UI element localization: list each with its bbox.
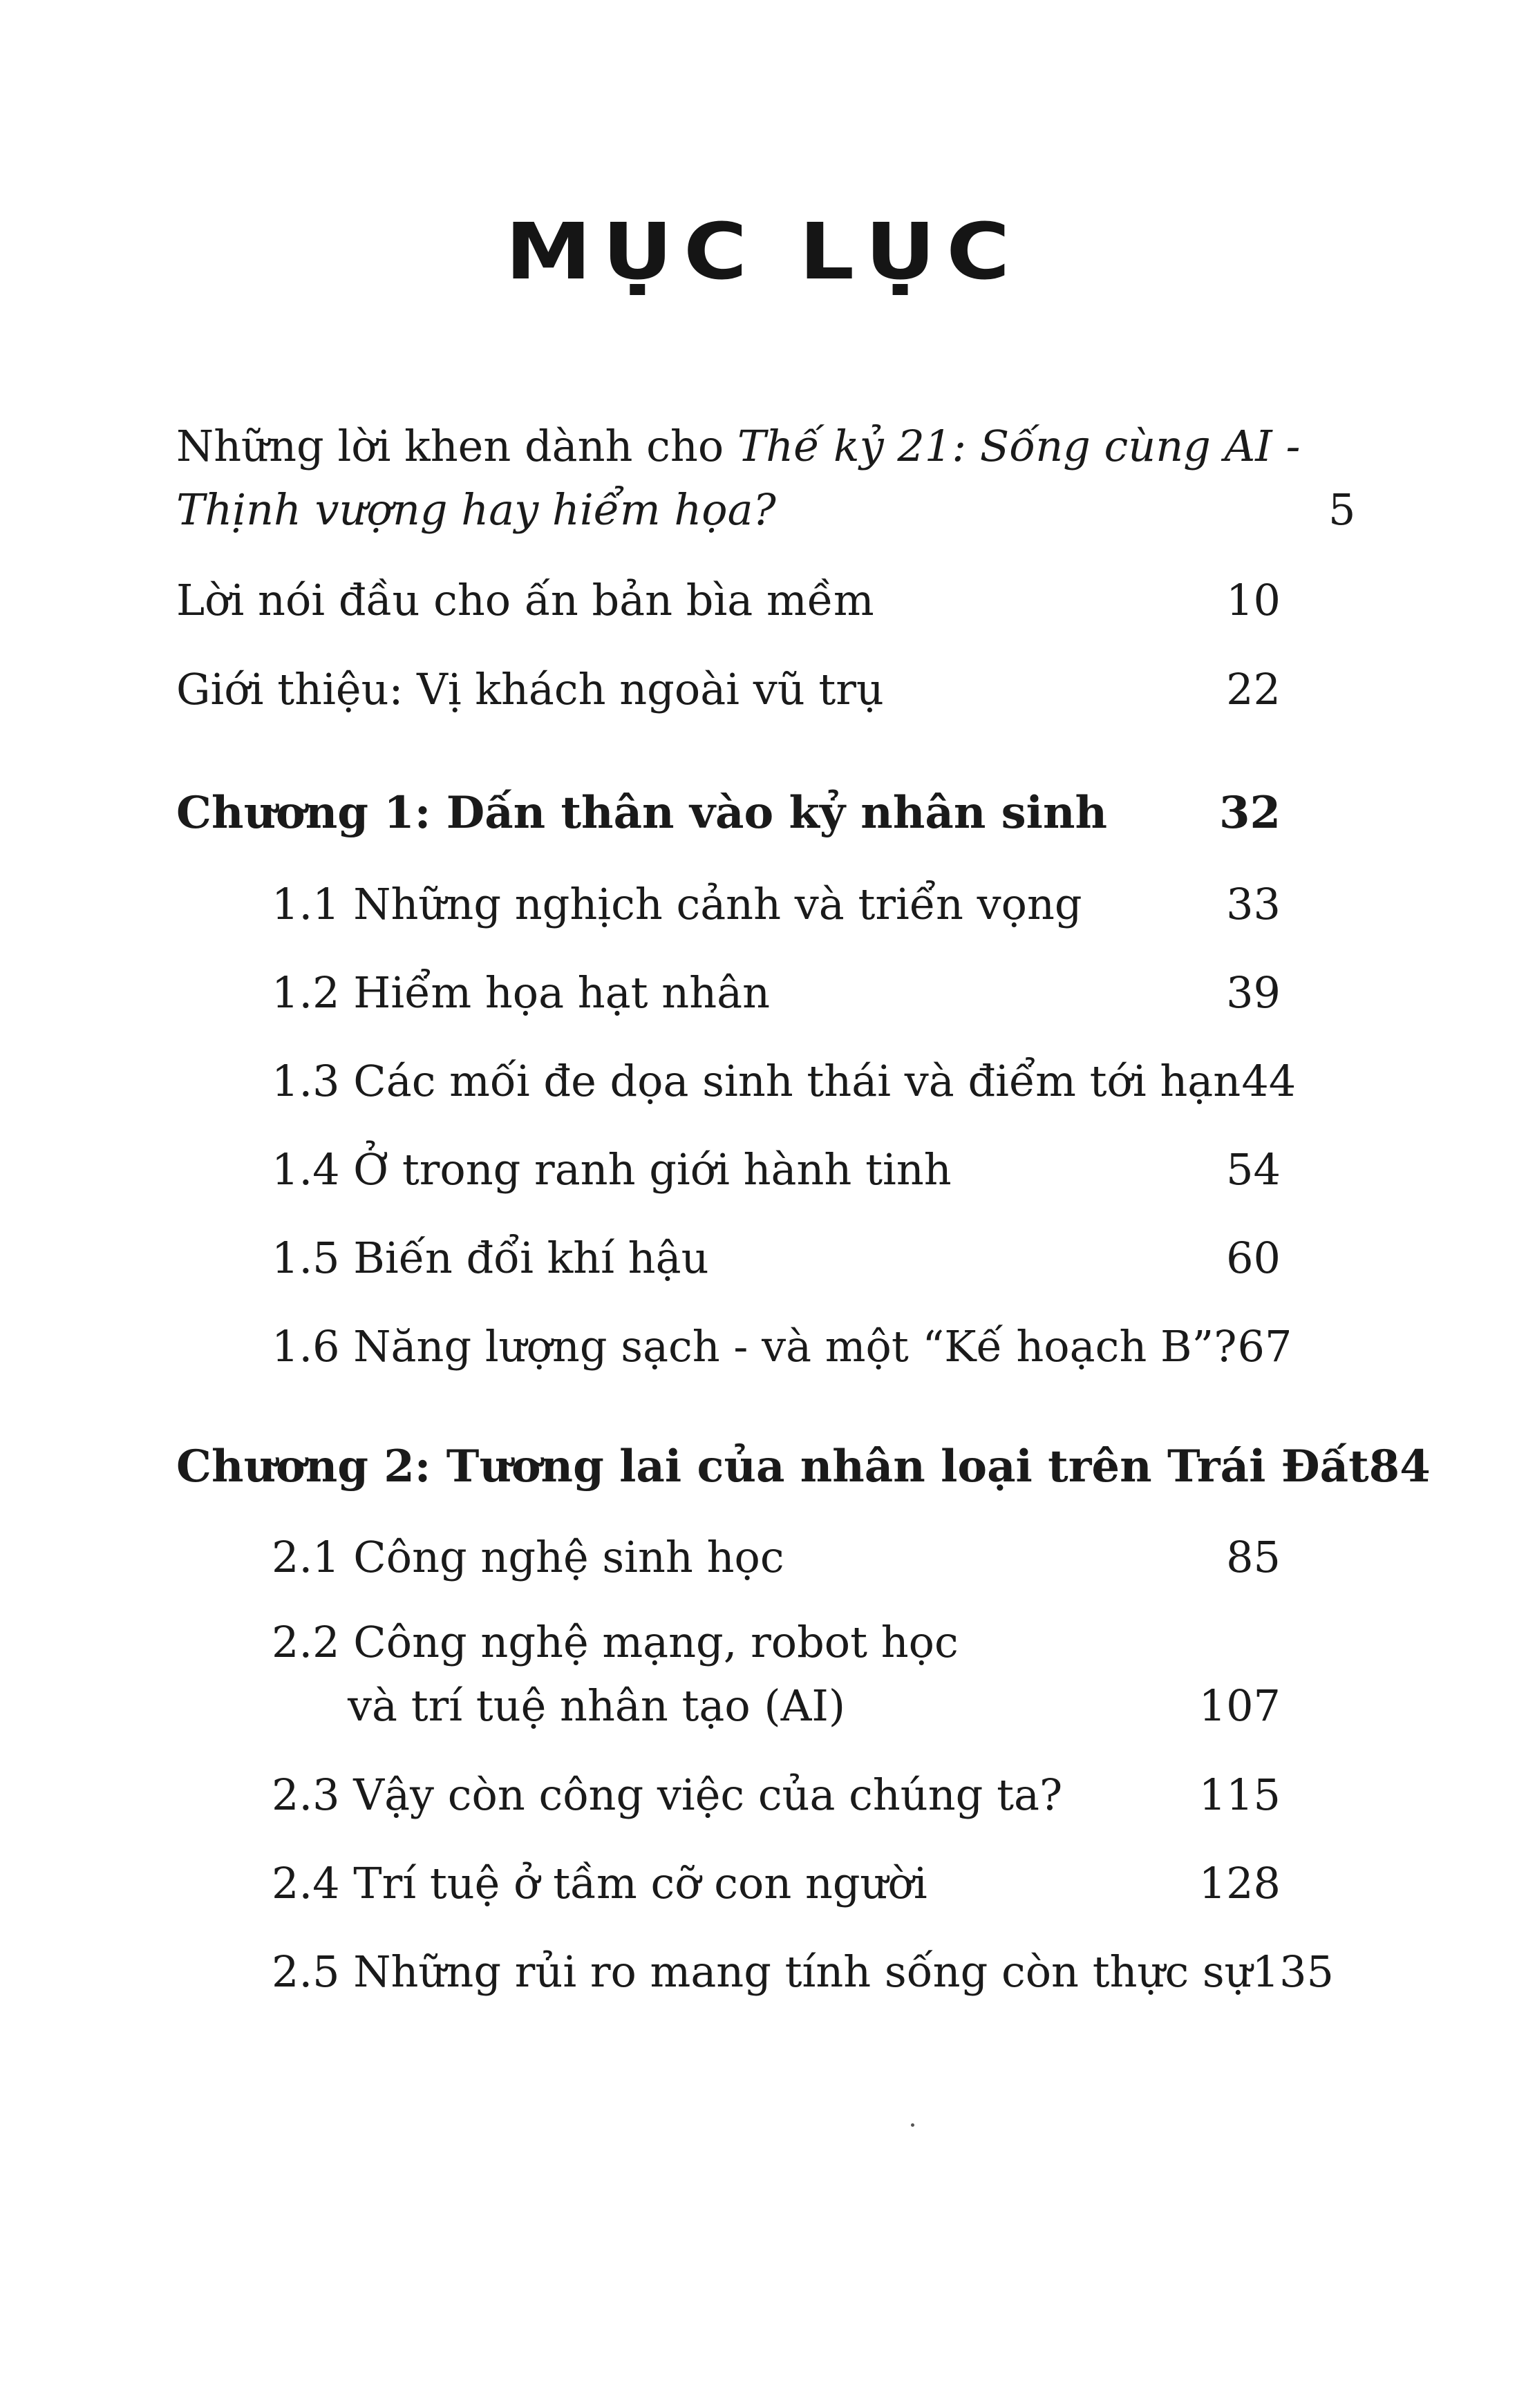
toc-chapter-2 [176, 1435, 1431, 1499]
toc-page-number: 22 [1226, 664, 1281, 714]
toc-section [272, 1763, 1281, 1827]
toc-page-number: 84 [1368, 1441, 1431, 1492]
toc-entry-introduction [176, 658, 1281, 721]
toc-page-number: 60 [1226, 1233, 1281, 1283]
toc-page-number: 115 [1198, 1770, 1281, 1820]
toc-section [272, 1315, 1292, 1378]
toc-page-number: 67 [1237, 1321, 1292, 1372]
section-title: 2.2 Công nghệ mạng, robot học [272, 1617, 959, 1667]
ink-speck [911, 2123, 914, 2127]
toc-section [272, 1226, 1281, 1290]
toc-page-number: 44 [1241, 1056, 1297, 1106]
section-title: 1.6 Năng lượng sạch - và một “Kế hoạch B”? [272, 1321, 1237, 1372]
toc-page-number: 33 [1226, 879, 1281, 929]
toc-page-number: 107 [1198, 1680, 1281, 1731]
section-title: 2.4 Trí tuệ ở tầm cỡ con người [272, 1858, 927, 1908]
toc-page-number: 135 [1252, 1946, 1334, 1997]
toc-page-number: 128 [1198, 1858, 1281, 1908]
toc-entry-label: Giới thiệu: Vị khách ngoài vũ trụ [176, 664, 884, 714]
praise-book-title-line1: Thế kỷ 21: Sống cùng AI - [737, 421, 1301, 471]
page-title: MỤC LỤC [505, 207, 1021, 297]
toc-page-number: 10 [1226, 575, 1281, 625]
chapter-title: Chương 1: Dấn thân vào kỷ nhân sinh [176, 787, 1108, 839]
section-title: 2.3 Vậy còn công việc của chúng ta? [272, 1770, 1063, 1820]
toc-page-number: 39 [1226, 967, 1281, 1018]
toc-page-number: 5 [1328, 484, 1356, 535]
section-title-continued: và trí tuệ nhân tạo (AI) [348, 1680, 846, 1731]
toc-section [272, 1611, 1281, 1738]
chapter-title: Chương 2: Tương lai của nhân loại trên Trái Đất [176, 1441, 1369, 1492]
section-title: 1.2 Hiểm họa hạt nhân [272, 967, 771, 1018]
section-title: 1.5 Biến đổi khí hậu [272, 1233, 709, 1283]
toc-page-number: 54 [1226, 1144, 1281, 1195]
section-title: 1.1 Những nghịch cảnh và triển vọng [272, 879, 1082, 929]
toc-entry-praise [176, 415, 1356, 542]
section-title-block [272, 1611, 959, 1738]
praise-book-title-line2: Thịnh vượng hay hiểm họa? [176, 484, 776, 535]
toc-section [272, 1526, 1281, 1589]
toc-page-number: 32 [1218, 787, 1281, 839]
toc-entry-preface [176, 569, 1281, 632]
toc-chapter-1 [176, 781, 1281, 845]
toc-page-number: 85 [1226, 1532, 1281, 1582]
toc-section [272, 873, 1281, 936]
section-title: 1.4 Ở trong ranh giới hành tinh [272, 1144, 952, 1195]
toc-section [272, 1852, 1281, 1915]
toc-section [272, 1138, 1281, 1202]
praise-prefix: Những lời khen dành cho [176, 421, 737, 471]
toc-section [272, 961, 1281, 1025]
toc-entry-label [176, 415, 1300, 542]
section-title: 2.5 Những rủi ro mang tính sống còn thực sự [272, 1946, 1252, 1997]
section-title: 1.3 Các mối đe dọa sinh thái và điểm tới hạn [272, 1056, 1241, 1106]
section-title: 2.1 Công nghệ sinh học [272, 1532, 784, 1582]
toc-section [272, 1940, 1334, 2004]
toc-section [272, 1050, 1297, 1113]
toc-entry-label: Lời nói đầu cho ấn bản bìa mềm [176, 575, 874, 625]
